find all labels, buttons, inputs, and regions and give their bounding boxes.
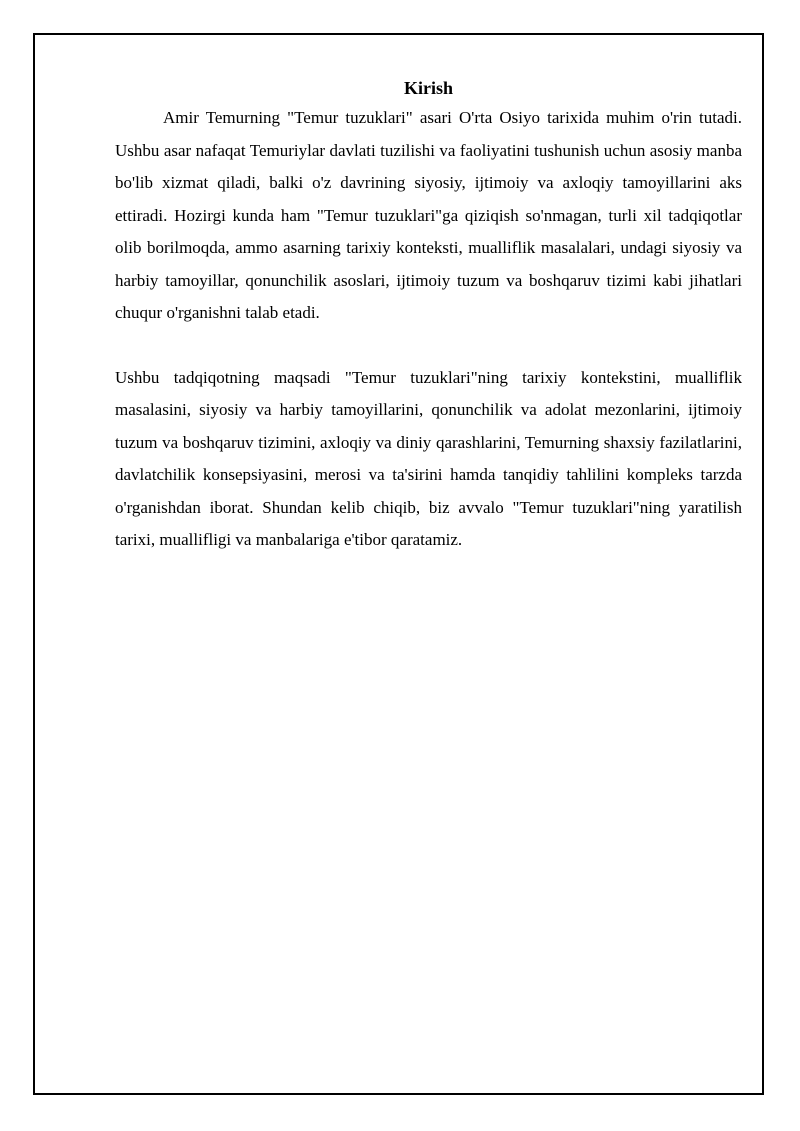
document-body xyxy=(115,74,742,557)
paragraph-purpose: Ushbu tadqiqotning maqsadi "Temur tuzuklari"ning tarixiy kontekstini, mualliflik masalasini, siyosiy va harbiy tamoyillarini, qonunchilik va adolat mezonlarini, ijtimoiy tuzum va boshqaruv tizimini, axloqiy va diniy qarashlarini, Temurning shaxsiy fazilatlarini, davlatchilik konsepsiyasini, merosi va ta'sirini hamda tanqidiy tahlilini kompleks tarzda o'rganishdan iborat. Shundan kelib chiqib, biz avvalo "Temur tuzuklari"ning yaratilish tarixi, muallifligi va manbalariga e'tibor qaratamiz. xyxy=(115,367,742,549)
paragraph-intro: Amir Temurning "Temur tuzuklari" asari O'rta Osiyo tarixida muhim o'rin tutadi. Ushbu asar nafaqat Temuriylar davlati tuzilishi va faoliyatini tushunish uchun asosiy manba bo'lib xizmat qiladi, balki o'z davrining siyosiy, ijtimoiy va axloqiy tamoyillarini aks ettiradi. Hozirgi kunda ham "Temur tuzuklari"ga qiziqish so'nmagan, turli xil tadqiqotlar olib borilmoqda, ammo asarning tarixiy konteksti, mualliflik masalalari, undagi siyosiy va harbiy tamoyillar, qonunchilik asoslari, ijtimoiy tuzum va boshqaruv tizimi kabi jihatlari chuqur o'rganishni talab etadi. xyxy=(115,108,742,322)
document-title: Kirish xyxy=(403,78,453,98)
